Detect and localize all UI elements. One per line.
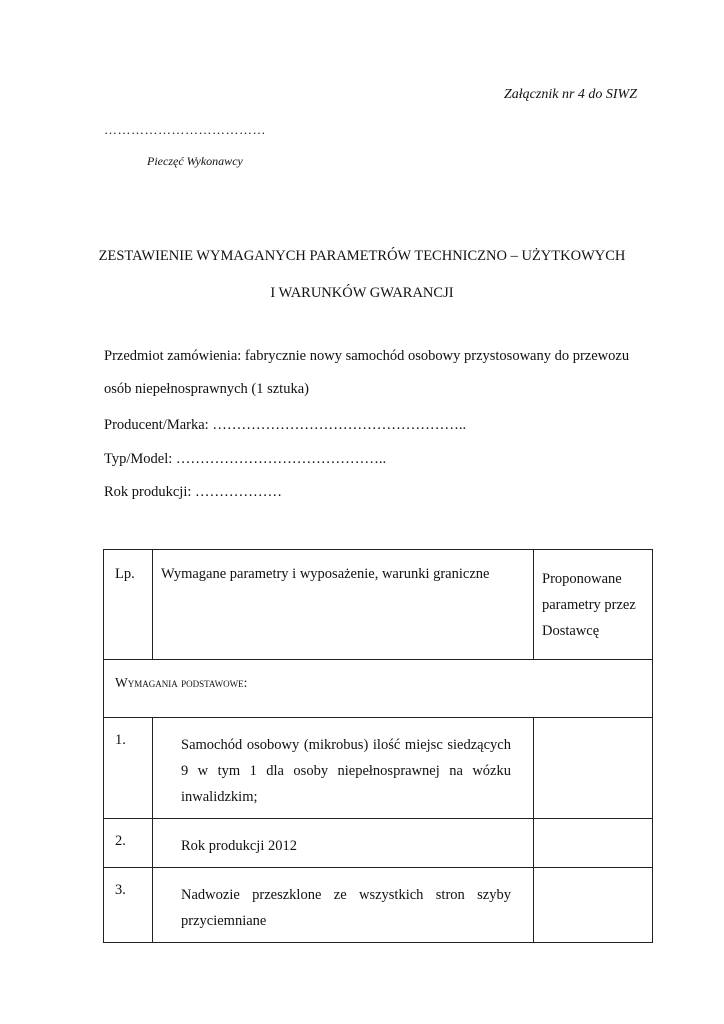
- row-requirement: Nadwozie przeszklone ze wszystkich stron szyby przyciemniane: [153, 868, 534, 943]
- document-title-line1: ZESTAWIENIE WYMAGANYCH PARAMETRÓW TECHNICZNO – UŻYTKOWYCH: [98, 248, 626, 264]
- header-requirements: Wymagane parametry i wyposażenie, warunki graniczne: [153, 550, 534, 660]
- model-field: Typ/Model: ……………………………………..: [104, 451, 387, 467]
- row-number: 2.: [104, 819, 153, 868]
- header-proposed: Proponowane parametry przez Dostawcę: [534, 550, 653, 660]
- table-row: [104, 819, 653, 868]
- contractor-stamp-label: Pieczęć Wykonawcy: [147, 154, 243, 168]
- table-row: [104, 868, 653, 943]
- producer-field: Producent/Marka: ……………………………………………..: [104, 417, 467, 433]
- header-lp: Lp.: [104, 550, 153, 660]
- row-number: 1.: [104, 718, 153, 819]
- section-basic-requirements: Wymagania podstawowe:: [104, 660, 653, 718]
- row-proposed-cell[interactable]: [534, 868, 653, 943]
- row-requirement: Samochód osobowy (mikrobus) ilość miejsc siedzących 9 w tym 1 dla osoby niepełnosprawnej na wózku inwalidzkim;: [153, 718, 534, 819]
- order-subject-line2: osób niepełnosprawnych (1 sztuka): [104, 381, 309, 397]
- production-year-field: Rok produkcji: ………………: [104, 484, 283, 500]
- requirements-table: [103, 549, 653, 943]
- row-proposed-cell[interactable]: [534, 819, 653, 868]
- table-row: [104, 718, 653, 819]
- document-title-line2: I WARUNKÓW GWARANCJI: [270, 285, 454, 301]
- stamp-dotted-line: ………………………………: [104, 122, 266, 137]
- row-requirement: Rok produkcji 2012: [153, 819, 534, 868]
- order-subject-line1: Przedmiot zamówienia: fabrycznie nowy samochód osobowy przystosowany do przewozu: [104, 348, 630, 364]
- row-number: 3.: [104, 868, 153, 943]
- attachment-label: Załącznik nr 4 do SIWZ: [504, 87, 637, 102]
- row-proposed-cell[interactable]: [534, 718, 653, 819]
- section-row: [104, 660, 653, 718]
- table-header-row: [104, 550, 653, 660]
